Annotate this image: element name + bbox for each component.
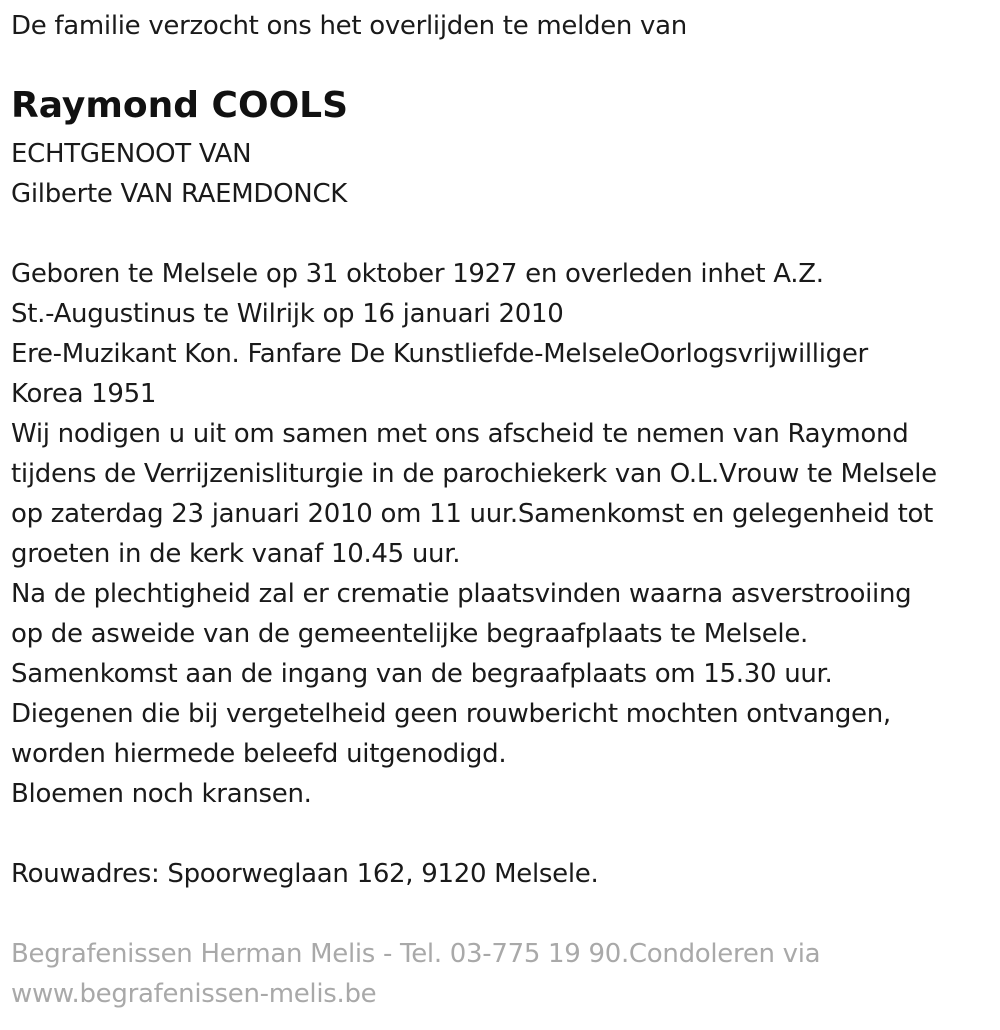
body-line: Bloemen noch kransen. [11, 779, 312, 809]
body-line: Samenkomst aan de ingang van de begraafplaats om 15.30 uur. [11, 659, 833, 689]
body-line: Geboren te Melsele op 31 oktober 1927 en overleden inhet A.Z. [11, 259, 824, 289]
body-line: Korea 1951 [11, 379, 157, 409]
body-line: worden hiermede beleefd uitgenodigd. [11, 739, 507, 769]
spouse-name: Gilberte VAN RAEMDONCK [11, 179, 348, 209]
notice-body [11, 254, 937, 814]
intro-text: De familie verzocht ons het overlijden te melden van [11, 11, 687, 41]
mourning-address: Rouwadres: Spoorweglaan 162, 9120 Melsele. [11, 859, 599, 889]
funeral-home-footer [11, 934, 820, 1014]
body-line: groeten in de kerk vanaf 10.45 uur. [11, 539, 461, 569]
body-line: Ere-Muzikant Kon. Fanfare De Kunstliefde-MelseleOorlogsvrijwilliger [11, 339, 868, 369]
body-line: St.-Augustinus te Wilrijk op 16 januari 2010 [11, 299, 564, 329]
spouse-block [11, 134, 347, 214]
body-line: op zaterdag 23 januari 2010 om 11 uur.Samenkomst en gelegenheid tot [11, 499, 933, 529]
body-line: Wij nodigen u uit om samen met ons afscheid te nemen van Raymond [11, 419, 909, 449]
spouse-label: ECHTGENOOT VAN [11, 139, 252, 169]
footer-line: Begrafenissen Herman Melis - Tel. 03-775 19 90.Condoleren via [11, 939, 821, 969]
deceased-name: Raymond COOLS [11, 85, 349, 126]
body-line: tijdens de Verrijzenisliturgie in de parochiekerk van O.L.Vrouw te Melsele [11, 459, 937, 489]
footer-website-link[interactable]: www.begrafenissen-melis.be [11, 979, 377, 1009]
body-line: Diegenen die bij vergetelheid geen rouwbericht mochten ontvangen, [11, 699, 891, 729]
body-line: Na de plechtigheid zal er crematie plaatsvinden waarna asverstrooiing [11, 579, 912, 609]
body-line: op de asweide van de gemeentelijke begraafplaats te Melsele. [11, 619, 808, 649]
